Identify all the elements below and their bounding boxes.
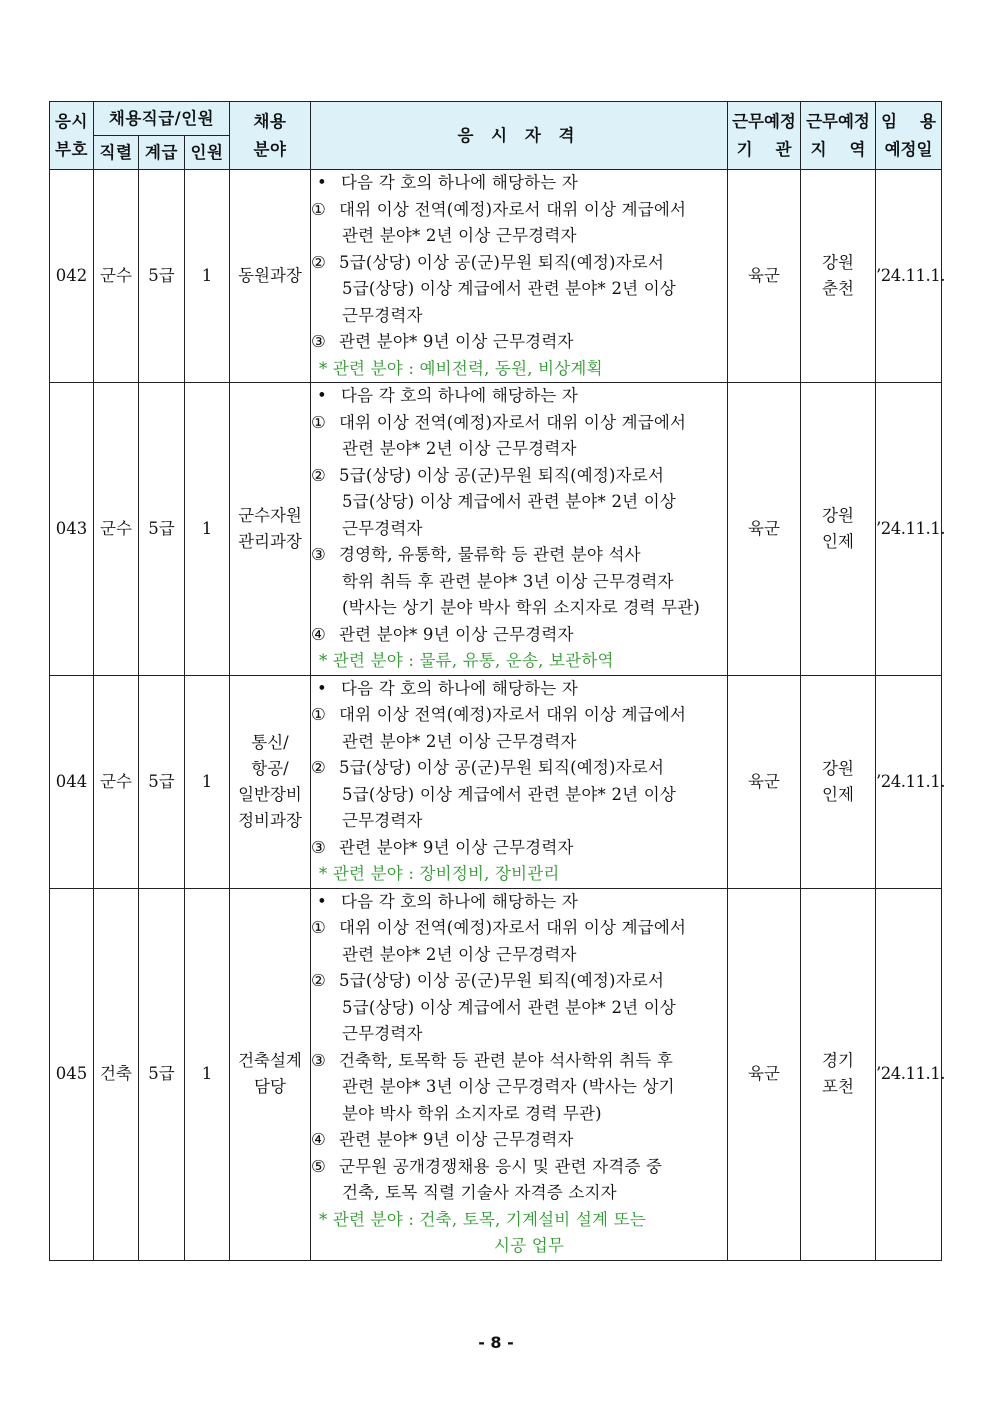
recruitment-table <box>49 101 945 1261</box>
grade-cell: 5급 <box>139 383 185 676</box>
appoint-date-cell: ’24.11.1. <box>876 675 942 888</box>
item-marker: ② <box>311 758 326 777</box>
header-qualification: 응 시 자 격 <box>311 102 728 170</box>
field-cell: 군수자원 관리과장 <box>230 383 311 676</box>
qualification-continuation: 관련 분야* 2년 이상 근무경력자 <box>342 731 577 751</box>
qualification-item <box>311 968 727 995</box>
item-text: 대위 이상 전역(예정)자로서 대위 이상 계급에서 <box>339 199 687 219</box>
item-text: 관련 분야* 9년 이상 근무경력자 <box>339 624 574 644</box>
exam-no-cell: 044 <box>50 675 94 888</box>
qualification-item <box>311 889 727 916</box>
qualification-item <box>311 622 727 649</box>
item-marker: • <box>317 891 327 911</box>
item-text: 건축학, 토목학 등 관련 분야 석사학위 취득 후 <box>339 1050 674 1070</box>
item-text: 관련 분야* 9년 이상 근무경력자 <box>339 837 574 857</box>
related-field-note: * 관련 분야 : 예비전력, 동원, 비상계획 <box>319 358 603 378</box>
item-marker: ① <box>311 705 326 724</box>
qualification-cell <box>311 675 728 888</box>
header-appoint-date: 임 용 예정일 <box>876 102 942 170</box>
qualification-item <box>311 835 727 862</box>
item-marker: ② <box>311 252 326 272</box>
item-marker: ② <box>311 971 326 990</box>
related-field-note: * 관련 분야 : 장비정비, 장비관리 <box>319 864 560 883</box>
grade-cell: 5급 <box>139 170 185 383</box>
item-text: 군무원 공개경쟁채용 응시 및 관련 자격증 중 <box>339 1156 663 1176</box>
qualification-continuation: 5급(상당) 이상 계급에서 관련 분야* 2년 이상 <box>342 997 677 1017</box>
item-text: 다음 각 호의 하나에 해당하는 자 <box>341 678 579 698</box>
item-text: 대위 이상 전역(예정)자로서 대위 이상 계급에서 <box>339 705 687 724</box>
item-marker: ① <box>311 199 326 219</box>
related-field-note: * 관련 분야 : 물류, 유통, 운송, 보관하역 <box>319 651 614 670</box>
qualification-continuation: 근무경력자 <box>342 811 423 830</box>
series-cell: 군수 <box>94 675 139 888</box>
qualification-continuation: 관련 분야* 2년 이상 근무경력자 <box>342 439 577 458</box>
region-cell: 경기 포천 <box>801 888 876 1260</box>
appoint-date-cell: ’24.11.1. <box>876 888 942 1260</box>
item-text: 다음 각 호의 하나에 해당하는 자 <box>341 173 579 192</box>
count-cell: 1 <box>185 675 230 888</box>
header-count: 인원 <box>185 136 230 170</box>
field-cell: 건축설계 담당 <box>230 888 311 1260</box>
qualification-item <box>311 915 727 942</box>
qualification-item <box>311 676 727 703</box>
grade-cell: 5급 <box>139 888 185 1260</box>
qualification-item <box>311 463 727 490</box>
qualification-item <box>311 755 727 782</box>
header-series: 직렬 <box>94 136 139 170</box>
header-grade: 계급 <box>139 136 185 170</box>
qualification-continuation: 관련 분야* 2년 이상 근무경력자 <box>342 944 577 964</box>
item-marker: ① <box>311 412 326 432</box>
qualification-continuation: 관련 분야* 3년 이상 근무경력자 (박사는 상기 <box>342 1077 675 1096</box>
qualification-continuation: 건축, 토목 직렬 기술사 자격증 소지자 <box>342 1183 617 1202</box>
qualification-continuation: 관련 분야* 2년 이상 근무경력자 <box>342 226 577 245</box>
table-row <box>50 888 942 1260</box>
qualification-item <box>311 197 727 224</box>
region-cell: 강원 인제 <box>801 675 876 888</box>
item-text: 5급(상당) 이상 공(군)무원 퇴직(예정)자로서 <box>339 252 665 272</box>
item-text: 5급(상당) 이상 공(군)무원 퇴직(예정)자로서 <box>339 465 665 485</box>
exam-no-cell: 045 <box>50 888 94 1260</box>
qualification-cell <box>311 170 728 383</box>
agency-cell: 육군 <box>728 170 801 383</box>
agency-cell: 육군 <box>728 675 801 888</box>
item-text: 경영학, 유통학, 물류학 등 관련 분야 석사 <box>339 545 641 564</box>
item-text: 5급(상당) 이상 공(군)무원 퇴직(예정)자로서 <box>339 758 665 777</box>
item-text: 관련 분야* 9년 이상 근무경력자 <box>339 332 574 351</box>
series-cell: 군수 <box>94 383 139 676</box>
item-marker: • <box>317 678 327 698</box>
series-cell: 건축 <box>94 888 139 1260</box>
header-field: 채용 분야 <box>230 102 311 170</box>
qualification-continuation: 근무경력자 <box>342 1024 423 1043</box>
qualification-continuation: 5급(상당) 이상 계급에서 관련 분야* 2년 이상 <box>342 784 677 804</box>
appoint-date-cell: ’24.11.1. <box>876 383 942 676</box>
table-header <box>50 102 942 170</box>
page-number: - 8 - <box>478 1333 514 1352</box>
exam-no-cell: 042 <box>50 170 94 383</box>
item-text: 대위 이상 전역(예정)자로서 대위 이상 계급에서 <box>339 412 687 432</box>
item-marker: ③ <box>311 1050 326 1070</box>
qualification-item <box>311 329 727 356</box>
table-body <box>50 170 945 1261</box>
item-marker: ③ <box>311 545 326 564</box>
appoint-date-cell: ’24.11.1. <box>876 170 942 383</box>
table-row <box>50 383 942 676</box>
count-cell: 1 <box>185 383 230 676</box>
item-text: 관련 분야* 9년 이상 근무경력자 <box>339 1130 574 1149</box>
region-cell: 강원 인제 <box>801 383 876 676</box>
field-cell: 통신/ 항공/ 일반장비 정비과장 <box>230 675 311 888</box>
qualification-item <box>311 1127 727 1154</box>
qualification-item <box>311 250 727 277</box>
grade-cell: 5급 <box>139 675 185 888</box>
item-text: 다음 각 호의 하나에 해당하는 자 <box>341 386 579 405</box>
qualification-item <box>311 170 727 197</box>
item-text: 대위 이상 전역(예정)자로서 대위 이상 계급에서 <box>339 918 687 937</box>
count-cell: 1 <box>185 888 230 1260</box>
agency-cell: 육군 <box>728 888 801 1260</box>
table-row <box>50 170 942 383</box>
item-marker: ① <box>311 918 326 937</box>
item-marker: • <box>317 386 327 405</box>
region-cell: 강원 춘천 <box>801 170 876 383</box>
item-marker: ④ <box>311 1130 326 1149</box>
item-marker: • <box>317 173 327 192</box>
count-cell: 1 <box>185 170 230 383</box>
related-field-note: * 관련 분야 : 건축, 토목, 기계설비 설계 또는 <box>319 1209 646 1229</box>
qualification-continuation: 분야 박사 학위 소지자로 경력 무관) <box>342 1103 602 1123</box>
table-row <box>50 675 942 888</box>
qualification-cell <box>311 383 728 676</box>
qualification-cell <box>311 888 728 1260</box>
qualification-item <box>311 1048 727 1075</box>
item-marker: ⑤ <box>311 1156 326 1176</box>
header-position-group: 채용직급/인원 <box>94 102 230 136</box>
qualification-continuation: 5급(상당) 이상 계급에서 관련 분야* 2년 이상 <box>342 279 677 298</box>
qualification-item <box>311 542 727 569</box>
exam-no-cell: 043 <box>50 383 94 676</box>
qualification-continuation: (박사는 상기 분야 박사 학위 소지자로 경력 무관) <box>342 598 701 617</box>
qualification-item <box>311 383 727 410</box>
qualification-continuation: 근무경력자 <box>342 518 423 538</box>
qualification-item <box>311 702 727 729</box>
qualification-continuation: 학위 취득 후 관련 분야* 3년 이상 근무경력자 <box>342 571 674 591</box>
item-marker: ② <box>311 465 326 485</box>
item-marker: ③ <box>311 332 326 351</box>
item-text: 다음 각 호의 하나에 해당하는 자 <box>341 891 579 911</box>
qualification-continuation: 5급(상당) 이상 계급에서 관련 분야* 2년 이상 <box>342 492 677 511</box>
item-marker: ④ <box>311 624 326 644</box>
qualification-item <box>311 1154 727 1181</box>
related-field-note: 시공 업무 <box>493 1236 564 1255</box>
header-agency: 근무예정 기 관 <box>728 102 801 170</box>
header-exam-no: 응시 부호 <box>50 102 94 170</box>
series-cell: 군수 <box>94 170 139 383</box>
item-text: 5급(상당) 이상 공(군)무원 퇴직(예정)자로서 <box>339 971 665 990</box>
qualification-item <box>311 410 727 437</box>
header-region: 근무예정 지 역 <box>801 102 876 170</box>
field-cell: 동원과장 <box>230 170 311 383</box>
agency-cell: 육군 <box>728 383 801 676</box>
qualification-continuation: 근무경력자 <box>342 305 423 325</box>
item-marker: ③ <box>311 837 326 857</box>
